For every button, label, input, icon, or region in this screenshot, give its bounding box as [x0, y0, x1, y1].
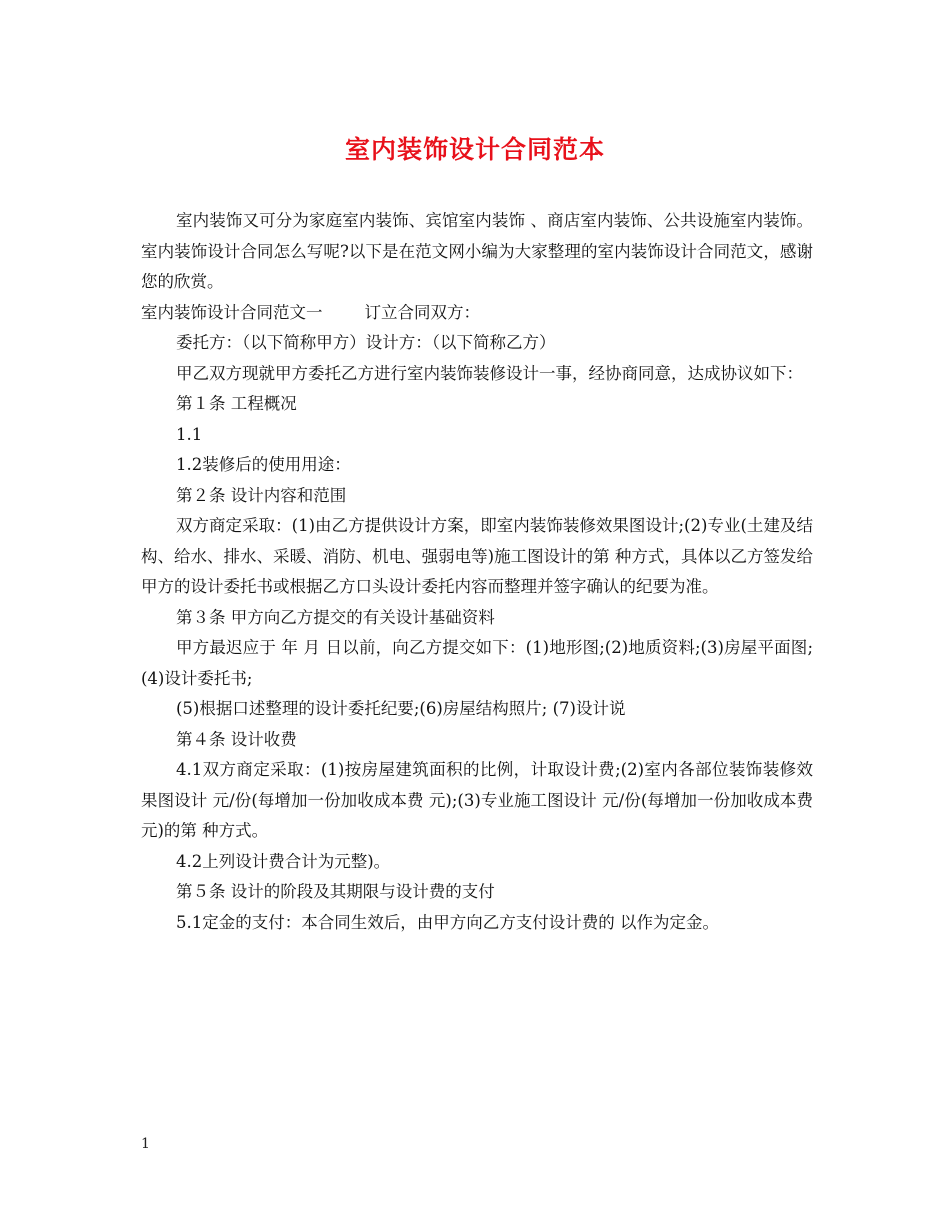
subheading-right: 订立合同双方：	[364, 302, 480, 322]
article-3-heading: 第３条 甲方向乙方提交的有关设计基础资料	[176, 607, 495, 627]
clause-1-2: 1.2装修后的使用用途：	[176, 455, 351, 474]
article-2-heading: 第２条 设计内容和范围	[176, 485, 347, 505]
document-body	[141, 206, 813, 938]
clause-5-1: 5.1定金的支付：本合同生效后，由甲方向乙方支付设计费的 以作为定金。	[176, 912, 719, 932]
article-5-heading: 第５条 设计的阶段及其期限与设计费的支付	[176, 882, 495, 901]
subheading-left: 室内装饰设计合同范文一	[141, 302, 323, 322]
document-title: 室内装饰设计合同范本	[344, 135, 605, 164]
article-4-heading: 第４条 设计收费	[176, 729, 297, 749]
paragraph-parties: 委托方：（以下简称甲方）设计方：（以下简称乙方）	[176, 333, 556, 352]
paragraph-agreement: 甲乙双方现就甲方委托乙方进行室内装饰装修设计一事，经协商同意，达成协议如下：	[176, 363, 803, 383]
paragraph-intro: 室内装饰又可分为家庭室内装饰、宾馆室内装饰 、商店室内装饰、公共设施室内装饰。室内装饰设计合同怎么写呢?以下是在范文网小编为大家整理的室内装饰设计合同范文，感谢您的欣赏。	[141, 211, 813, 291]
article-3-content: 甲方最迟应于 年 月 日以前，向乙方提交如下：(1)地形图;(2)地质资料;(3)房屋平面图;(4)设计委托书;	[141, 638, 813, 688]
article-3-content-continued: (5)根据口述整理的设计委托纪要;(6)房屋结构照片; (7)设计说	[176, 699, 626, 718]
subheading-line	[141, 298, 813, 329]
article-2-content: 双方商定采取：(1)由乙方提供设计方案，即室内装饰装修效果图设计;(2)专业(土建及结构、给水、排水、采暖、消防、机电、强弱电等)施工图设计的第 种方式，具体以乙方签发给甲方的设计委托书或根据乙方口头设计委托内容而整理并签字确认的纪要为准。	[141, 516, 813, 596]
page-number: 1	[141, 1136, 150, 1152]
clause-1-1: 1.1	[176, 424, 203, 444]
article-1-heading: 第１条 工程概况	[176, 394, 297, 413]
clause-4-2: 4.2上列设计费合计为元整)。	[176, 851, 391, 871]
clause-4-1: 4.1双方商定采取：(1)按房屋建筑面积的比例，计取设计费;(2)室内各部位装饰装修效果图设计 元/份(每增加一份加收成本费 元);(3)专业施工图设计 元/份(每增加一份加收成本费 元)的第 种方式。	[141, 760, 813, 840]
